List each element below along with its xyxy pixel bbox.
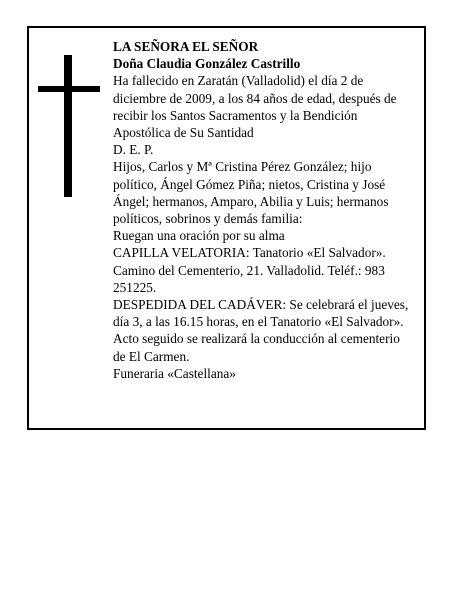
family-members: Hijos, Carlos y Mª Cristina Pérez González; hijo político, Ángel Gómez Piña; nietos, Cristina y José Ángel; hermanos, Amparo, Abilia y Luis; hermanos políticos, sobrinos y demás familia:: [113, 159, 389, 227]
farewell-details: DESPEDIDA DEL CADÁVER: Se celebrará el jueves, día 3, a las 16.15 horas, en el Tanatorio «El Salvador». Acto seguido se realizará la conducción al cementerio de El Carmen.: [113, 297, 409, 364]
obituary-text: [113, 38, 413, 382]
cross-horizontal-bar: [38, 86, 100, 92]
cross-vertical-bar: [64, 55, 72, 197]
deceased-name: Doña Claudia González Castrillo: [113, 56, 301, 72]
rest-in-peace: D. E. P.: [113, 142, 154, 158]
notice-heading: LA SEÑORA EL SEÑOR: [113, 39, 259, 54]
funeral-home: Funeraria «Castellana»: [113, 365, 236, 381]
prayer-request: Ruegan una oración por su alma: [113, 228, 285, 244]
cross-icon: [38, 55, 100, 197]
death-announcement: Ha fallecido en Zaratán (Valladolid) el día 2 de diciembre de 2009, a los 84 años de edad, después de recibir los Santos Sacramentos y la Bendición Apostólica de Su Santidad: [113, 73, 397, 141]
chapel-details: CAPILLA VELATORIA: Tanatorio «El Salvador». Camino del Cementerio, 21. Valladolid. Teléf.: 983 251225.: [113, 245, 386, 295]
